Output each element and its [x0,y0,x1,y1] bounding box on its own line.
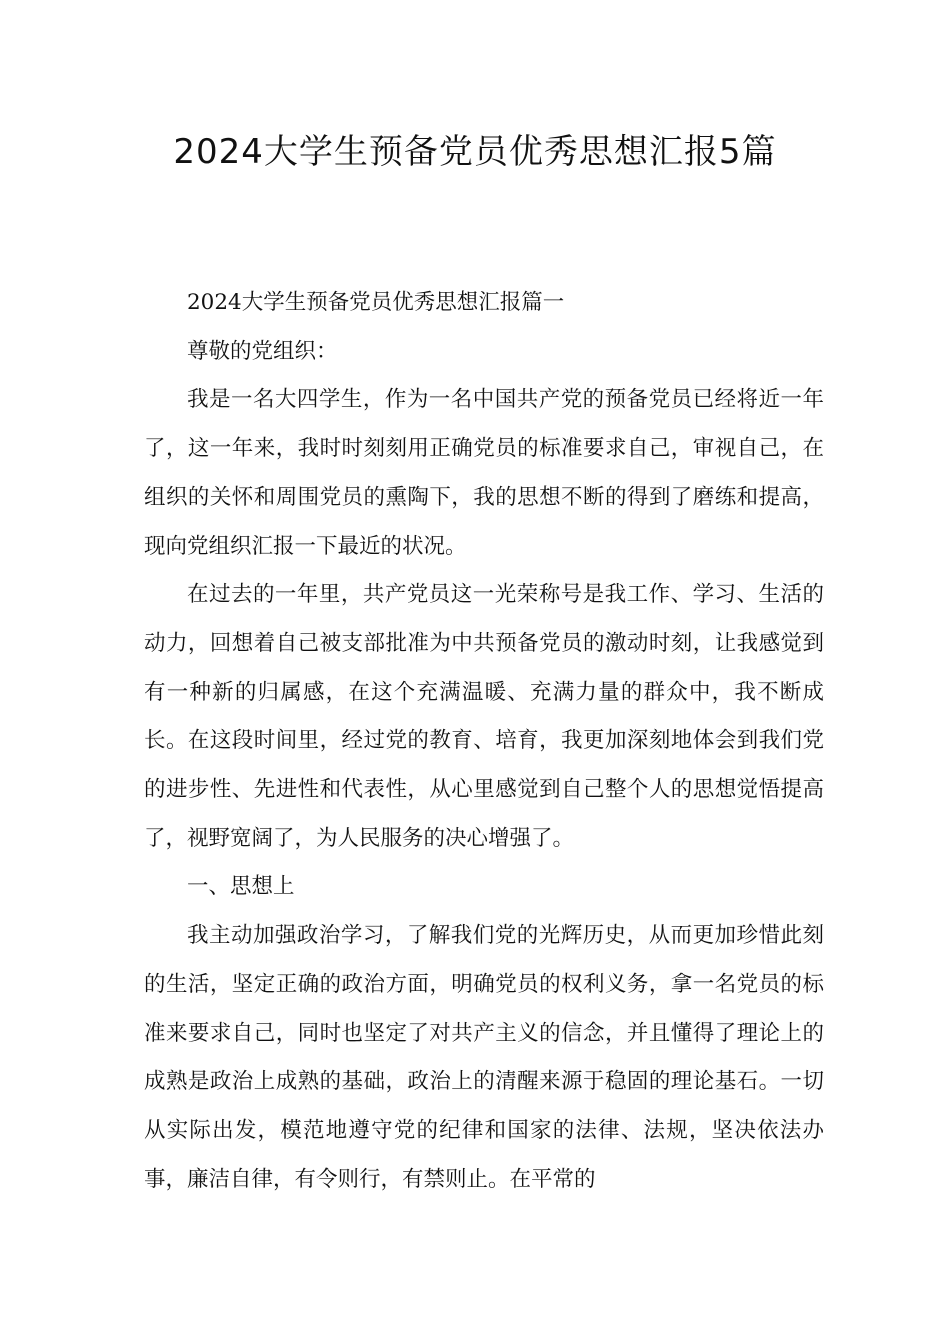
salutation: 尊敬的党组织： [187,338,338,364]
paragraph: 我主动加强政治学习，了解我们党的光辉历史，从而更加珍惜此刻的生活，坚定正确的政治方面，明确党员的权利义务，拿一名党员的标准来要求自己，同时也坚定了对共产主义的信念，并且懂得了理论上的成熟是政治上成熟的基础，政治上的清醒来源于稳固的理论基石。一切从实际出发，模范地遵守党的纪律和国家的法律、法规，坚决依法办事，廉洁自律，有令则行，有禁则止。在平常的 [144,923,824,1192]
document-title: 2024大学生预备党员优秀思想汇报5篇 [173,132,777,172]
subsection-heading: 一、思想上 [187,874,295,900]
paragraph: 在过去的一年里，共产党员这一光荣称号是我工作、学习、生活的动力，回想着自己被支部批准为中共预备党员的激动时刻，让我感觉到有一种新的归属感，在这个充满温暖、充满力量的群众中，我不断成长。在这段时间里，经过党的教育、培育，我更加深刻地体会到我们党的进步性、先进性和代表性，从心里感觉到自己整个人的思想觉悟提高了，视野宽阔了，为人民服务的决心增强了。 [144,582,824,851]
section-heading: 2024大学生预备党员优秀思想汇报篇一 [187,290,565,315]
document-body [144,279,824,1204]
paragraph: 我是一名大四学生，作为一名中国共产党的预备党员已经将近一年了，这一年来，我时时刻刻用正确党员的标准要求自己，审视自己，在组织的关怀和周围党员的熏陶下，我的思想不断的得到了磨练和提高，现向党组织汇报一下最近的状况。 [144,387,824,559]
